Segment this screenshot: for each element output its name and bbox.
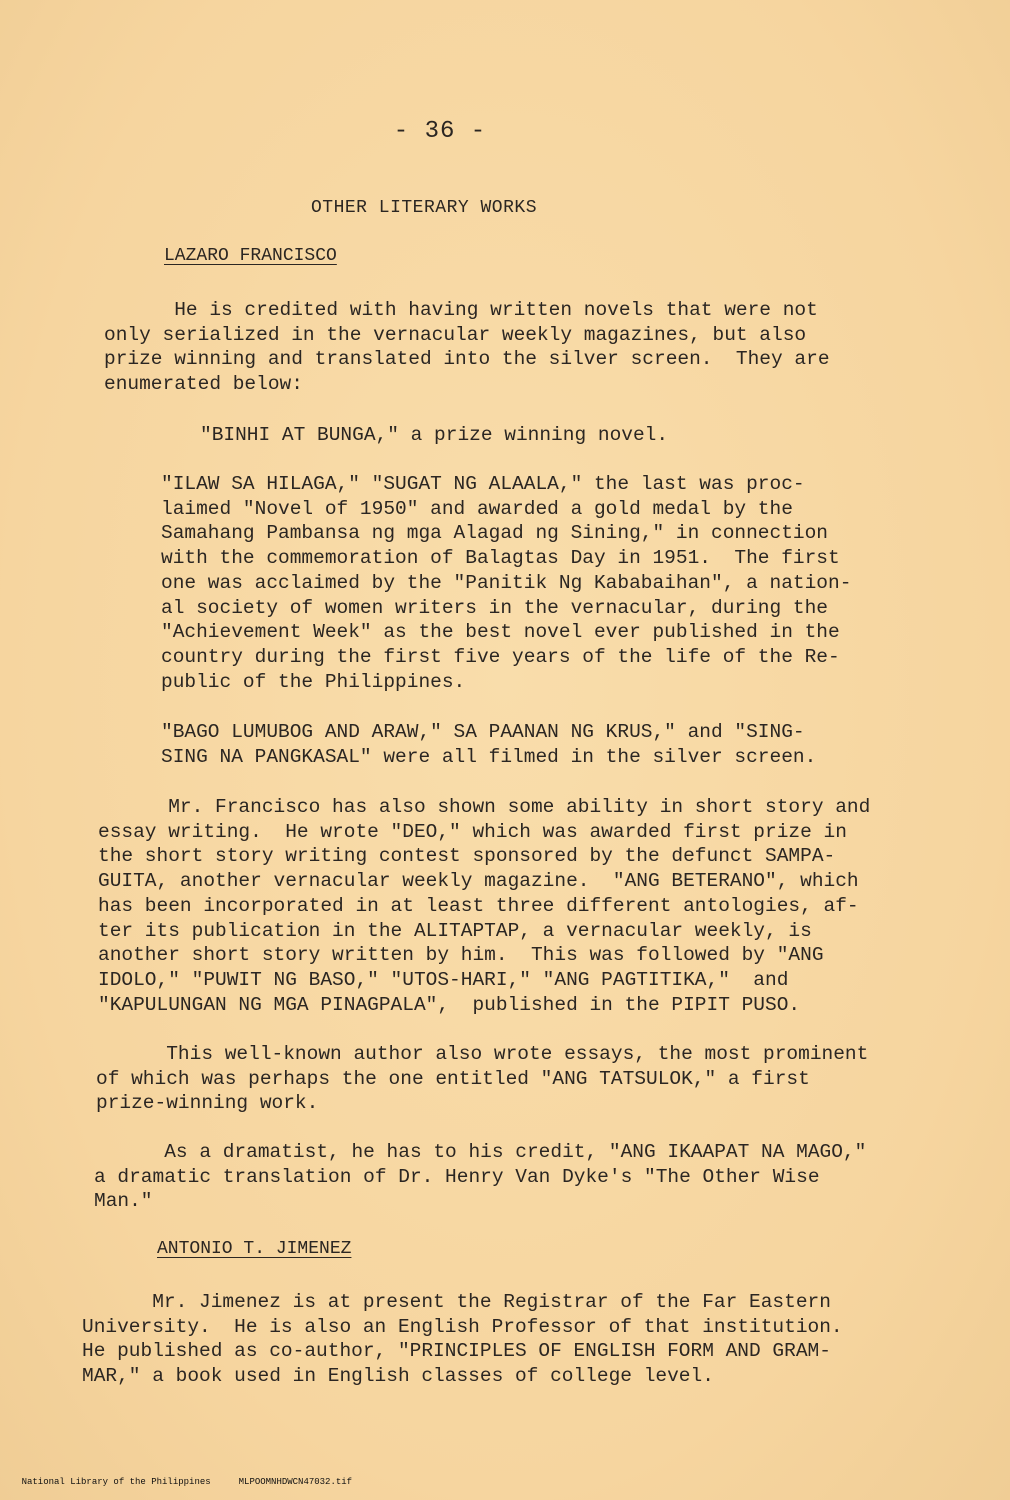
author-heading-jimenez: ANTONIO T. JIMENEZ: [157, 1239, 352, 1259]
paragraph-short-stories: Mr. Francisco has also shown some ability in short story and essay writing. He wrote "DEO," which was awarded first prize in the short story writing contest sponsored by the defunct SAMPA- GUITA, another vernacular weekly magazine. "ANG BETERANO", which has been incorporated in at least three different antologies, af- ter its publication in the ALITAPTAP, a vernacular weekly, is another short story written by him. This was followed by "ANG IDOLO," "PUWIT NG BASO," "UTOS-HARI," "ANG PAGTITIKA," and "KAPULUNGAN NG MGA PINAGPALA", published in the PIPIT PUSO.: [98, 796, 871, 1016]
paragraph-ilaw: "ILAW SA HILAGA," "SUGAT NG ALAALA," the last was proc- laimed "Novel of 1950" and awarded a gold medal by the Samahang Pambansa ng mga Alagad ng Sining," in connection with the commemoration of Balagtas Day in 1951. The first one was acclaimed by the "Panitik Ng Kababaihan", a nation- al society of women writers in the vernacular, during the "Achievement Week" as the best novel ever published in the country during the first five years of the life of the Re- public of the Philippines.: [161, 473, 852, 693]
footer-library: National Library of the Philippines: [21, 1477, 211, 1487]
page-number: - 36 -: [393, 118, 487, 145]
paragraph-dramatist: As a dramatist, he has to his credit, "ANG IKAAPAT NA MAGO," a dramatic translation of Dr. Henry Van Dyke's "The Other Wise Man.": [94, 1141, 867, 1213]
paragraph-bago: "BAGO LUMUBOG AND ARAW," SA PAANAN NG KRUS," and "SING- SING NA PANGKASAL" were all filmed in the silver screen.: [161, 721, 817, 768]
paragraph-essays: This well-known author also wrote essays, the most prominent of which was perhaps the one entitled "ANG TATSULOK," a first prize-winning work.: [96, 1043, 869, 1115]
author-heading-francisco: LAZARO FRANCISCO: [164, 246, 337, 266]
paragraph-jimenez: Mr. Jimenez is at present the Registrar of the Far Eastern University. He is also an English Professor of that institution. He published as co-author, "PRINCIPLES OF ENGLISH FORM AND GRAM- MAR," a book used in English classes of college level.: [82, 1291, 843, 1388]
scan-footer: [0, 1467, 352, 1497]
section-heading: OTHER LITERARY WORKS: [310, 198, 538, 218]
paragraph-binhi: "BINHI AT BUNGA," a prize winning novel.: [200, 424, 669, 446]
paragraph-intro: He is credited with having written novels that were not only serialized in the vernacular weekly magazines, but also prize winning and translated into the silver screen. They are enumerated below:: [104, 299, 830, 396]
footer-filename: MLPOOMNHDWCN47032.tif: [238, 1477, 353, 1487]
